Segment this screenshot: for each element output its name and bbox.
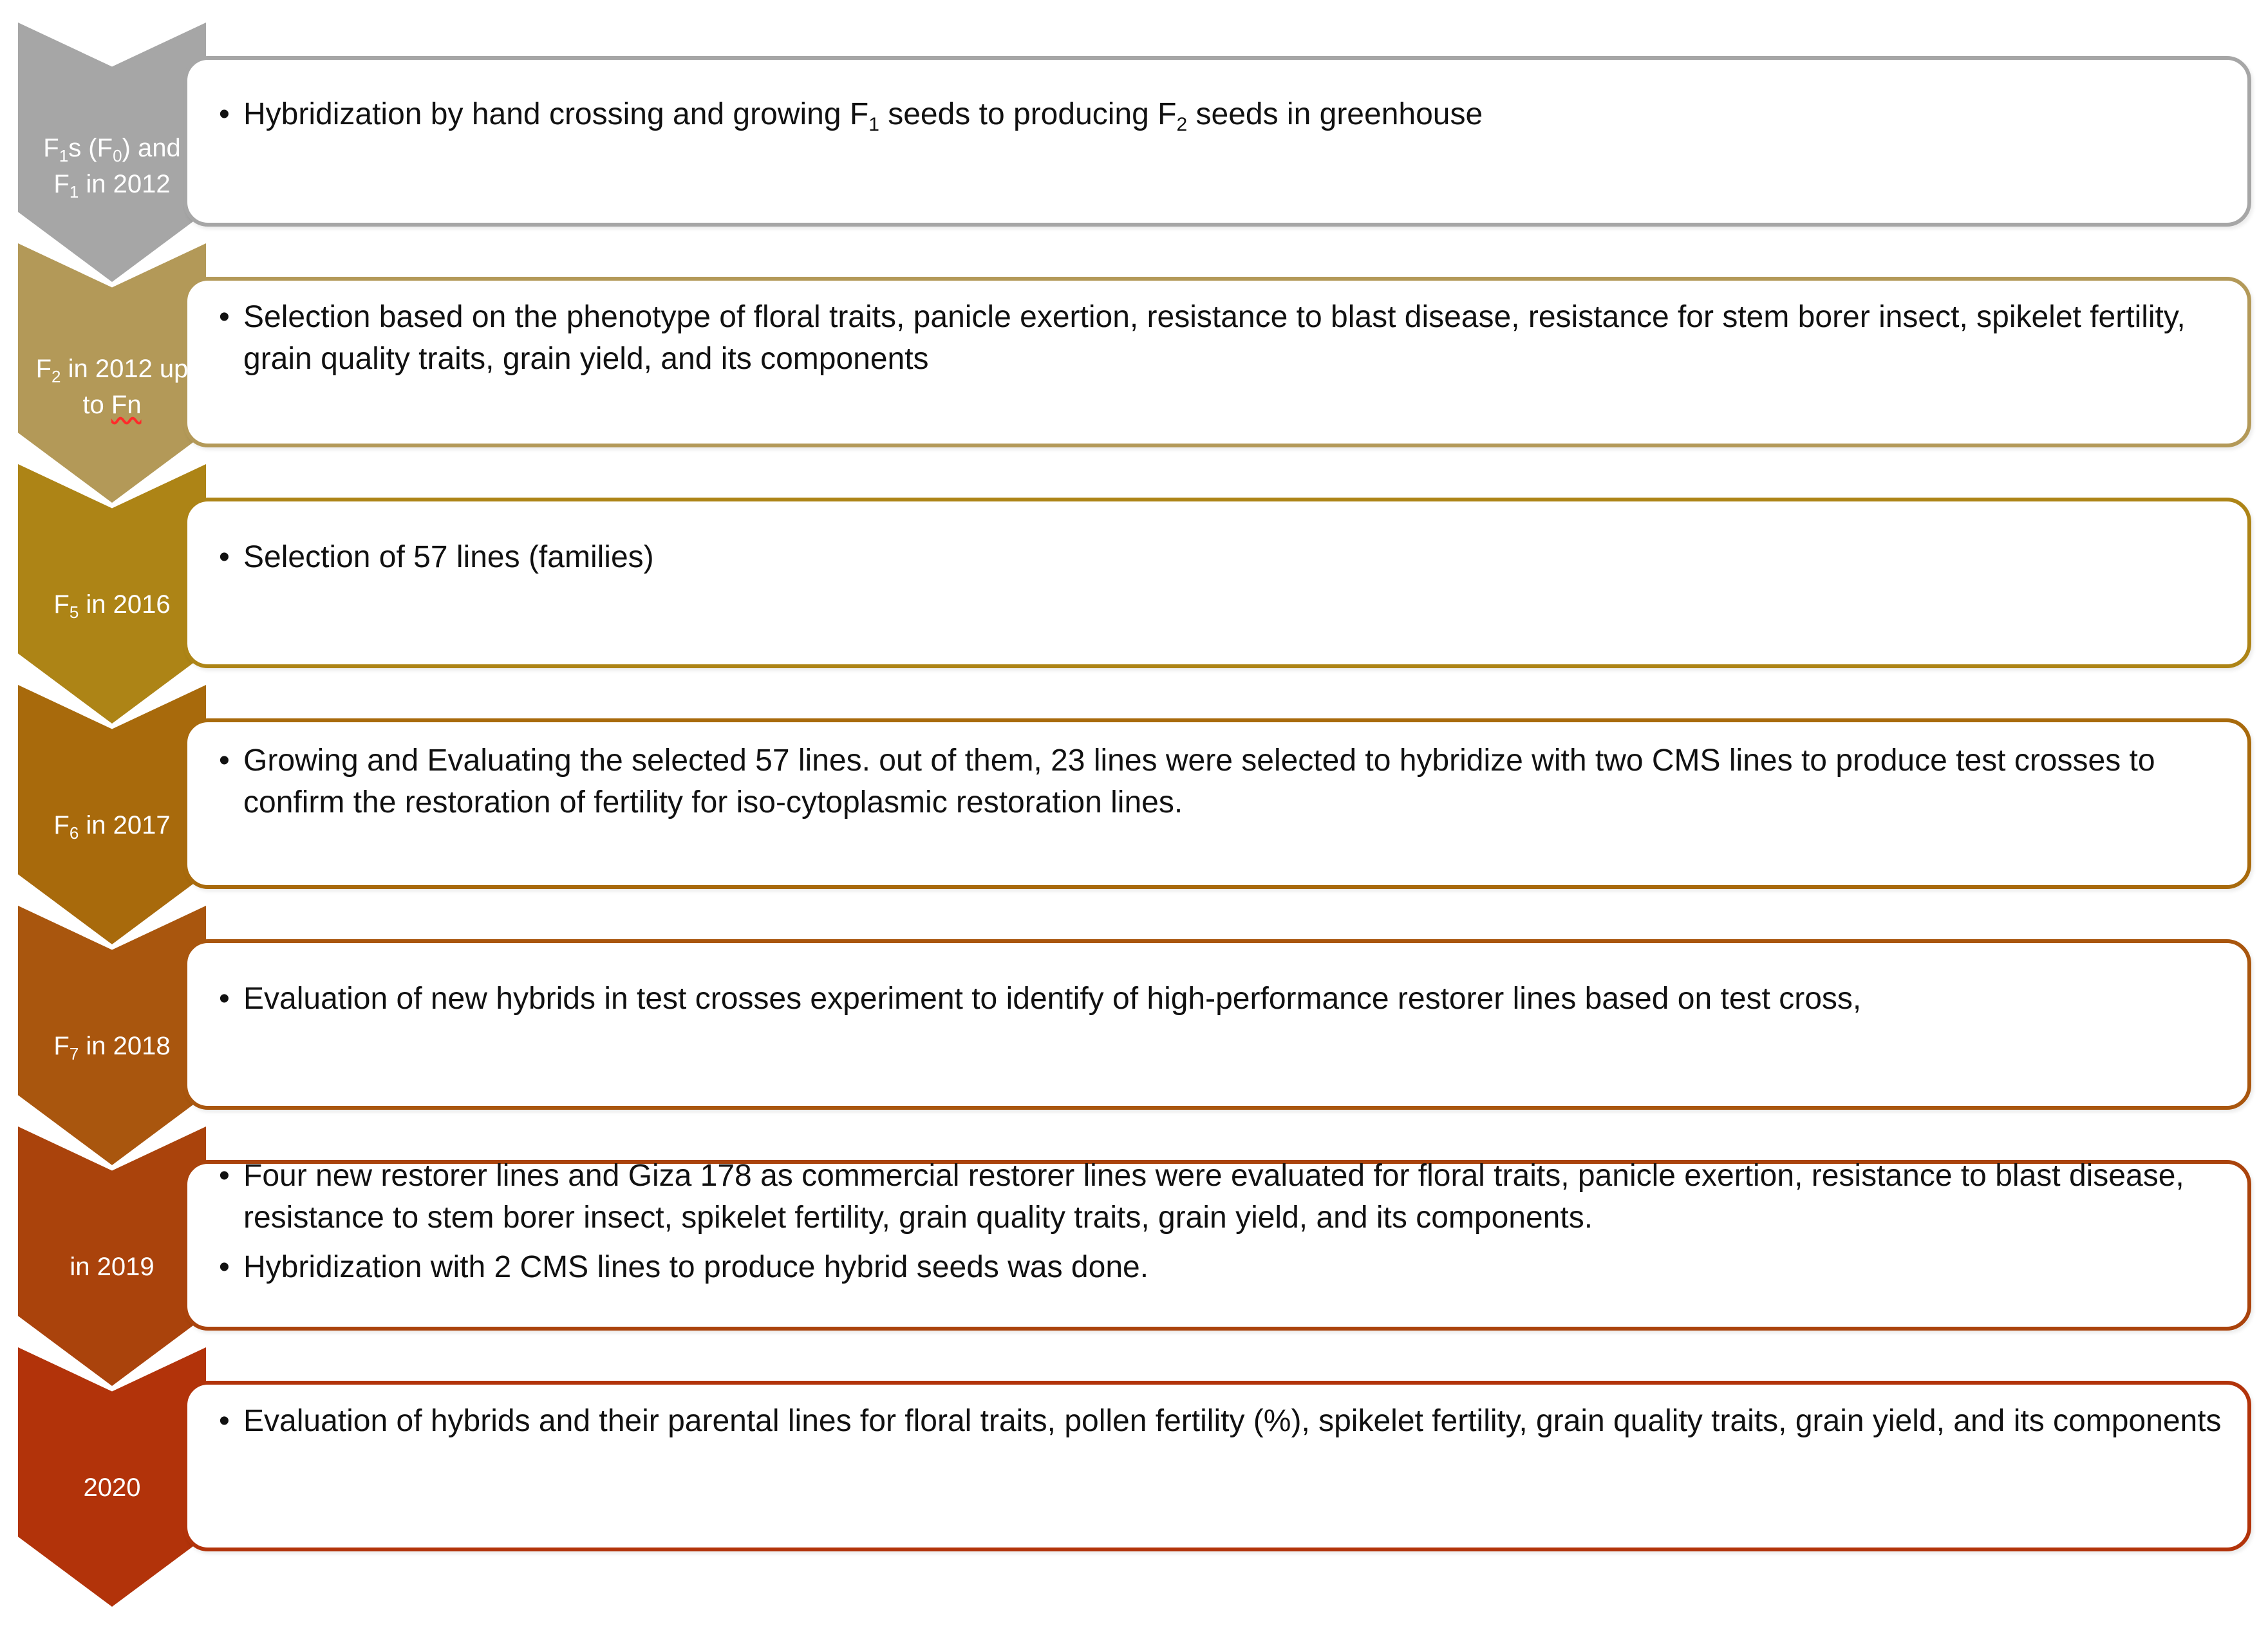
step-7-label-line-1: 2020 — [83, 1473, 141, 1502]
step-3-label — [18, 586, 206, 622]
bullet-icon: • — [219, 1250, 230, 1284]
step-5-items — [219, 978, 2229, 1029]
bullet-icon: • — [219, 1404, 230, 1438]
bullet-icon: • — [219, 540, 230, 574]
step-5 — [0, 919, 2268, 1141]
bullet-icon: • — [219, 982, 230, 1016]
bullet-icon: • — [219, 1159, 230, 1193]
step-6-items — [219, 1155, 2229, 1297]
bullet-icon: • — [219, 97, 230, 131]
step-1 — [0, 35, 2268, 257]
step-4-items — [219, 740, 2229, 832]
step-2-item-1: • Selection based on the phenotype of floral traits, panicle exertion, resistance to blast disease, resistance for stem borer insect, spikelet fertility, grain quality traits, grain yield, and its components — [219, 296, 2229, 380]
step-7-item-1: • Evaluation of hybrids and their parental lines for floral traits, pollen fertility (%), spikelet fertility, grain quality traits, grain yield, and its components — [219, 1400, 2229, 1442]
step-7-items — [219, 1400, 2229, 1451]
step-5-label — [18, 1028, 206, 1064]
step-6 — [0, 1139, 2268, 1361]
step-6-item-2: • Hybridization with 2 CMS lines to produce hybrid seeds was done. — [219, 1246, 2229, 1288]
step-1-item-1: • Hybridization by hand crossing and growing $F_1$ seeds to producing $F_2$ seeds in greenhouse — [219, 93, 2229, 135]
step-4-item-1: • Growing and Evaluating the selected 57 lines. out of them, 23 lines were selected to hybridize with two CMS lines to produce test crosses to confirm the restoration of fertility for iso-cytoplasmic restoration lines. — [219, 740, 2229, 823]
step-1-label — [18, 130, 206, 202]
step-4 — [0, 698, 2268, 920]
step-3-label-line-1: $F_5$ in 2016 — [53, 590, 171, 622]
step-2-label-line-1: $F_2$ in 2012 up — [35, 355, 189, 386]
step-5-label-line-1: $F_7$ in 2018 — [53, 1032, 171, 1063]
step-2-items — [219, 296, 2229, 389]
step-6-item-1: • Four new restorer lines and Giza 178 as commercial restorer lines were evaluated for floral traits, panicle exertion, resistance to blast disease, resistance to stem borer insect, spikelet fertility, grain quality traits, grain yield, and its components. — [219, 1155, 2229, 1239]
step-2-label — [18, 351, 206, 423]
bullet-icon: • — [219, 300, 230, 334]
step-6-label — [18, 1249, 206, 1285]
step-1-label-line-1: $F_1s$ $(F_0)$ and — [43, 134, 181, 165]
step-7 — [0, 1360, 2268, 1582]
step-1-items — [219, 93, 2229, 144]
step-2-label-line-2: to Fn — [82, 391, 142, 419]
step-5-item-1: • Evaluation of new hybrids in test crosses experiment to identify of high-performance restorer lines based on test cross, — [219, 978, 2229, 1020]
step-4-label-line-1: $F_6$ in 2017 — [53, 811, 171, 843]
step-2 — [0, 256, 2268, 478]
bullet-icon: • — [219, 744, 230, 778]
step-3 — [0, 477, 2268, 699]
step-3-items — [219, 536, 2229, 587]
step-1-label-line-2: $F_1$ in 2012 — [53, 170, 171, 201]
step-7-label — [18, 1470, 206, 1506]
step-4-label — [18, 807, 206, 843]
step-6-label-line-1: in 2019 — [70, 1253, 155, 1281]
step-3-item-1: • Selection of 57 lines (families) — [219, 536, 2229, 578]
